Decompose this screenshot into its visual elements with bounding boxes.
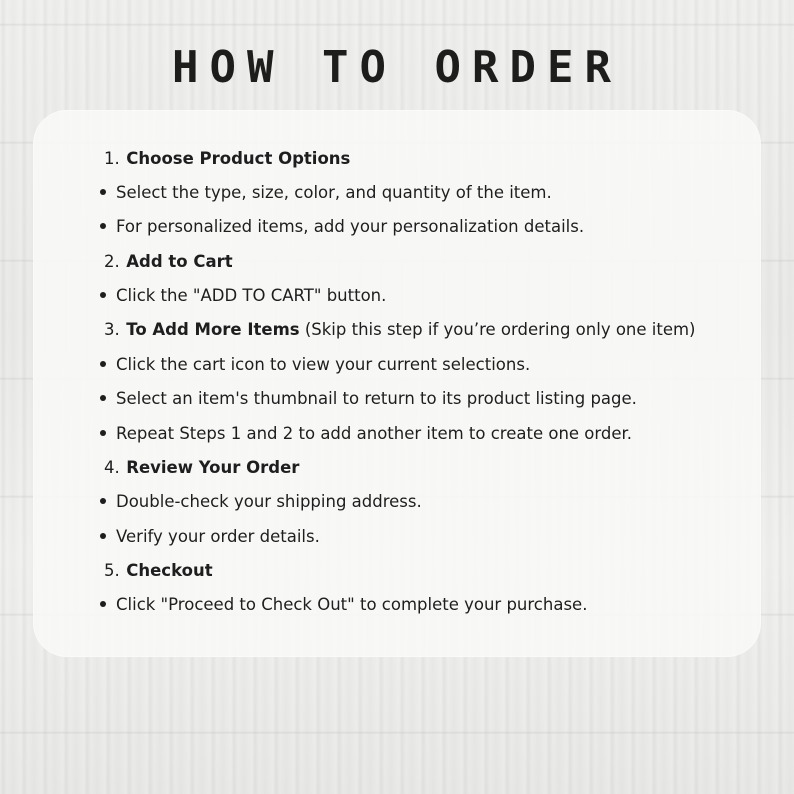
list-item (100, 417, 632, 451)
list-item-text: For personalized items, add your personalization details. (116, 217, 585, 236)
step-label: Review Your Order (126, 458, 300, 477)
list-item-text: Select the type, size, color, and quantity of the item. (116, 183, 552, 202)
step-number: 2. (104, 252, 120, 271)
list-item-text: Click the "ADD TO CART" button. (116, 286, 387, 305)
step-label: To Add More Items (126, 320, 300, 339)
page-title: HOW TO ORDER (172, 42, 622, 93)
bullet-icon (100, 189, 106, 195)
list-item (100, 485, 422, 519)
list-item-text: Select an item's thumbnail to return to its product listing page. (116, 389, 637, 408)
list-item (100, 176, 552, 210)
bullet-icon (100, 292, 106, 298)
step-1 (104, 142, 350, 176)
list-item (100, 279, 386, 313)
step-label: Add to Cart (126, 252, 233, 271)
step-number: 5. (104, 561, 120, 580)
bullet-icon (100, 223, 106, 229)
list-item-text: Verify your order details. (116, 527, 320, 546)
list-item (100, 348, 530, 382)
step-5 (104, 554, 213, 588)
list-item (100, 210, 584, 244)
list-item (100, 520, 320, 554)
bullet-icon (100, 395, 106, 401)
list-item-text: Click the cart icon to view your current selections. (116, 355, 531, 374)
bullet-icon (100, 601, 106, 607)
bullet-icon (100, 361, 106, 367)
list-item (100, 588, 587, 622)
step-number: 1. (104, 149, 120, 168)
step-label: Choose Product Options (126, 149, 351, 168)
list-item-text: Double-check your shipping address. (116, 492, 422, 511)
step-2 (104, 245, 233, 279)
list-item-text: Click "Proceed to Check Out" to complete your purchase. (116, 595, 588, 614)
step-note: (Skip this step if you’re ordering only one item) (304, 320, 696, 339)
bullet-icon (100, 533, 106, 539)
step-number: 4. (104, 458, 120, 477)
bullet-icon (100, 498, 106, 504)
bullet-icon (100, 430, 106, 436)
step-label: Checkout (126, 561, 213, 580)
list-item-text: Repeat Steps 1 and 2 to add another item to create one order. (116, 424, 633, 443)
step-number: 3. (104, 320, 120, 339)
list-item (100, 382, 637, 416)
step-3 (104, 313, 696, 347)
step-4 (104, 451, 299, 485)
